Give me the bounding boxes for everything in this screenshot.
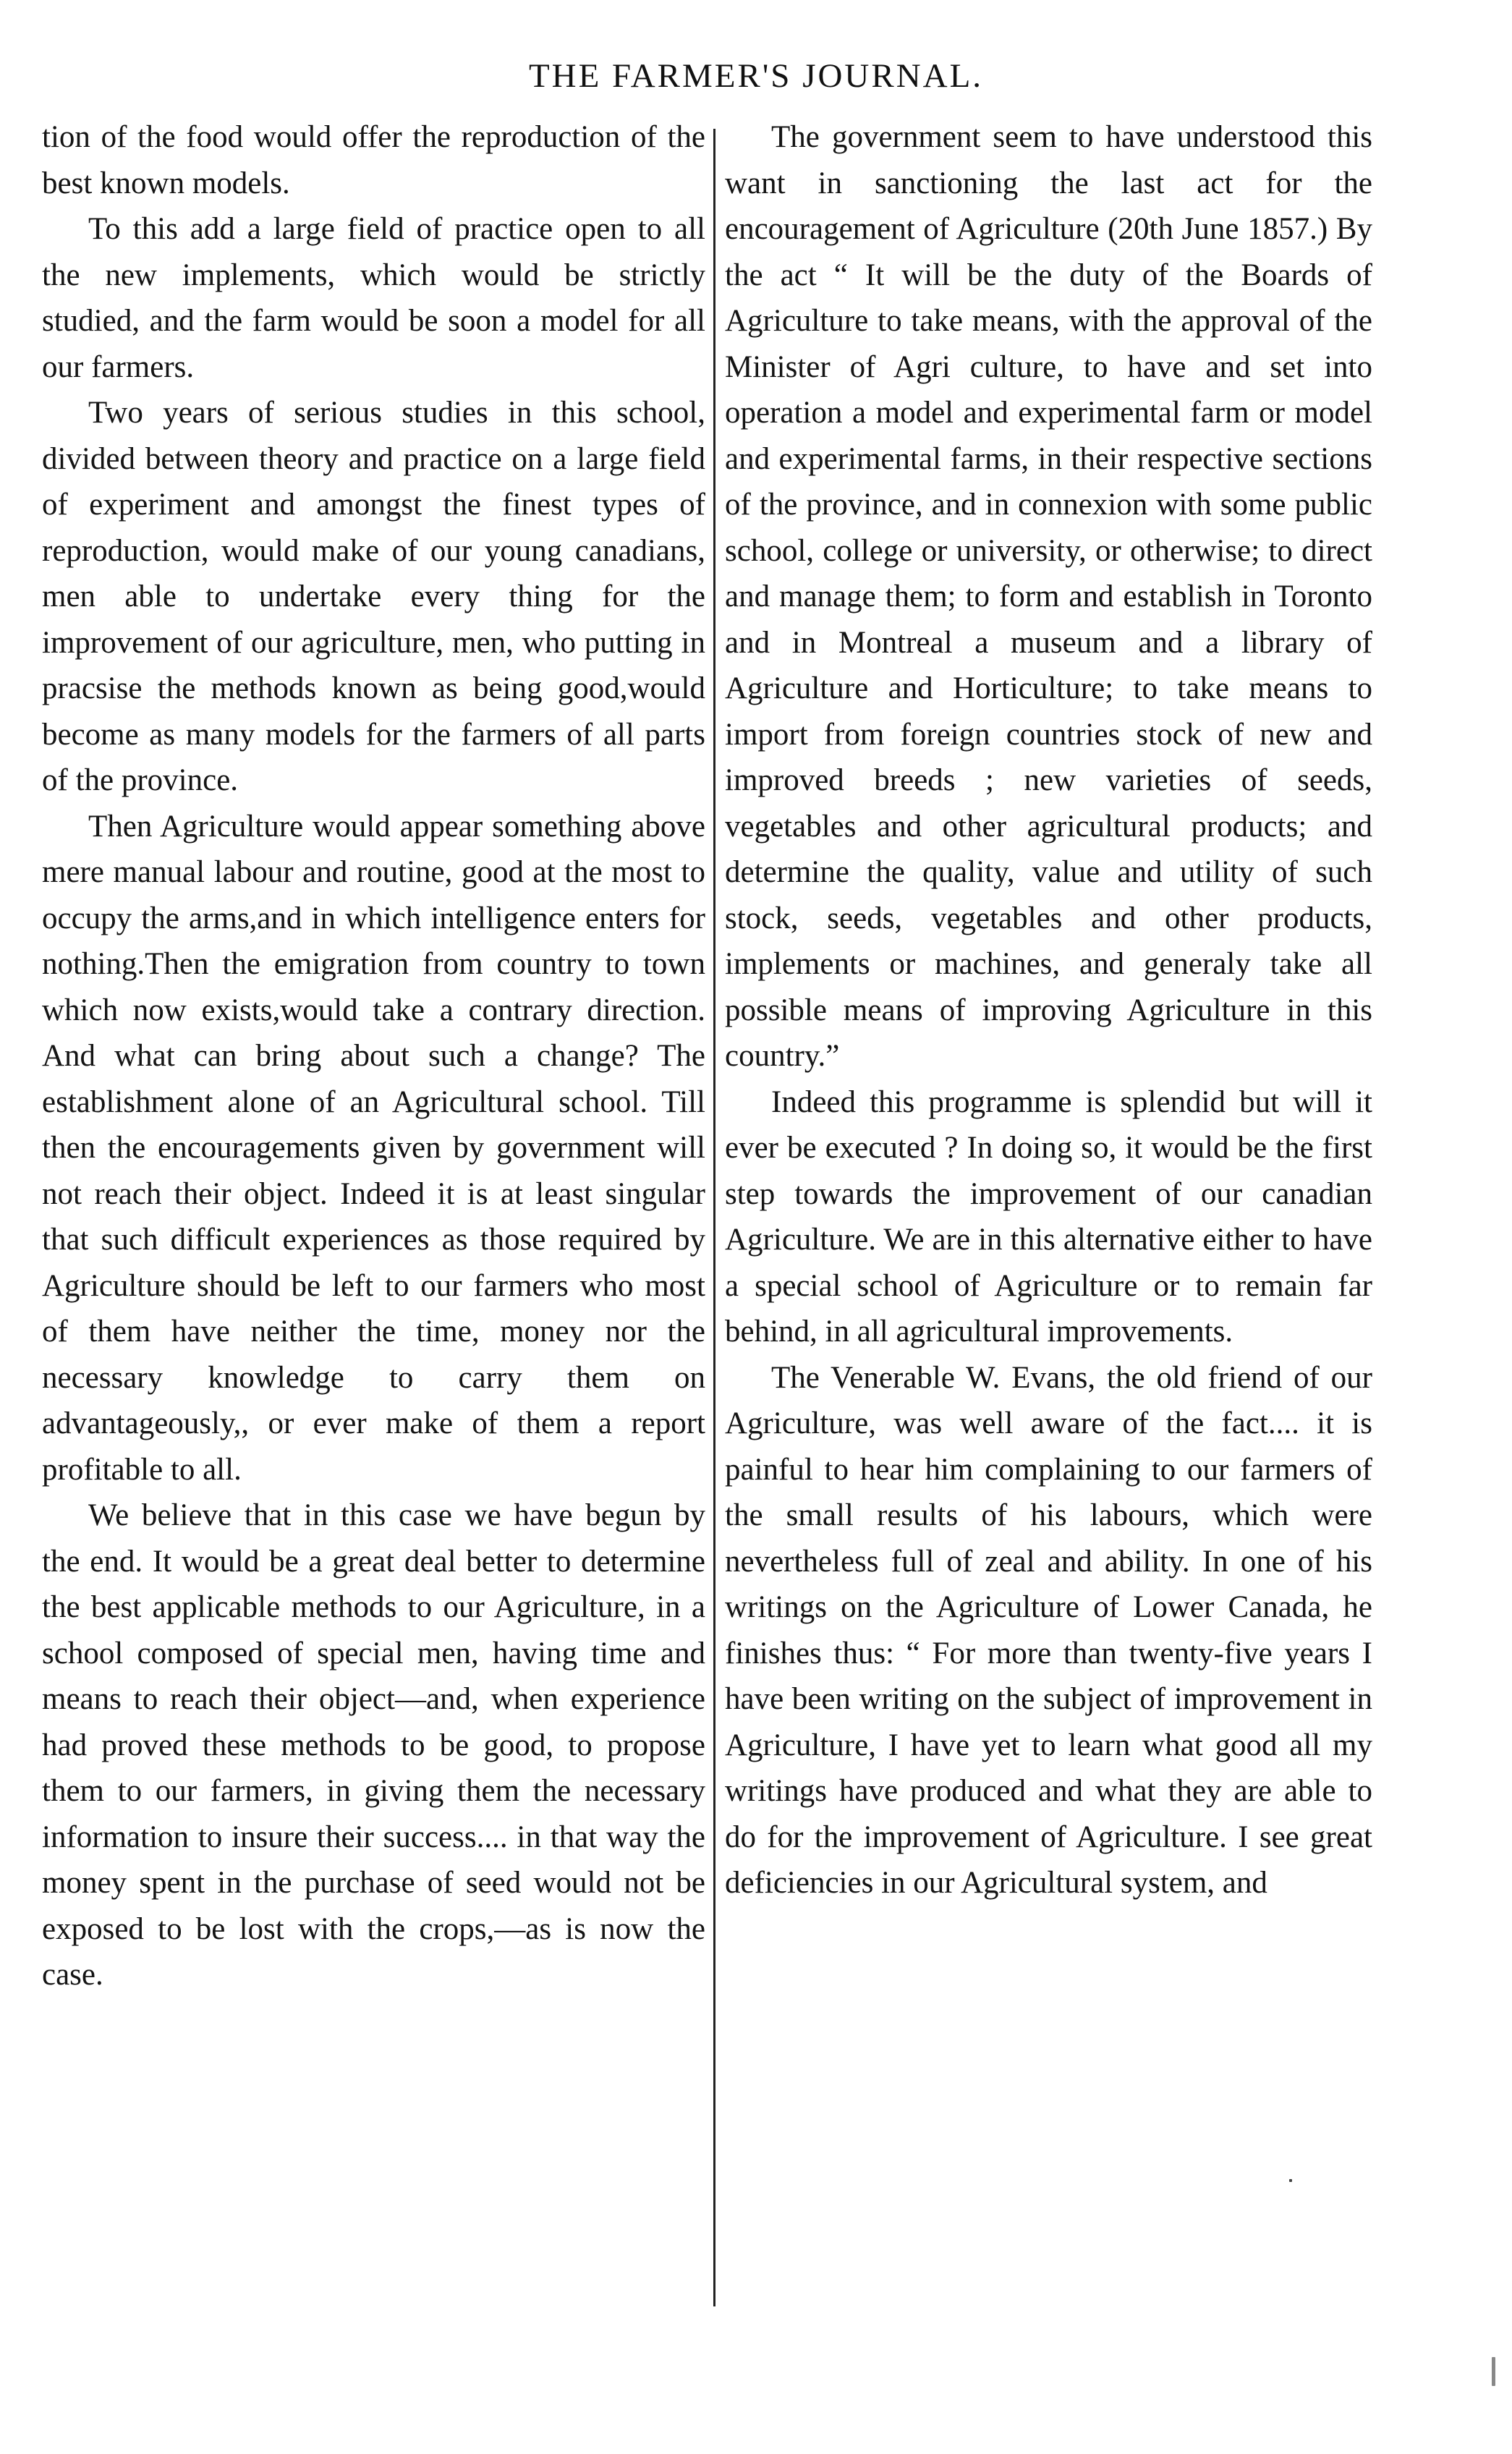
page-header: THE FARMER'S JOURNAL.: [528, 57, 984, 95]
print-speck: [1492, 2357, 1495, 2386]
left-paragraph-5: We believe that in this case we have begun by the end. It would be a great deal better to determine the best applicable methods to our Agriculture, in a school composed of special men, having time and means to reach their object—and, when experience had proved these methods to be good, to propose them to our farmers, in giving them the necessary information to insure their success.... in that way the money spent in the purchase of seed would not be exposed to be lost with the crops,—as is now the case.: [42, 1498, 705, 1992]
left-paragraph-4: Then Agriculture would appear something above mere manual labour and routine, good at the most to occupy the arms,and in which intelligence enters for nothing.Then the emigration from country to town which now exists,would take a contrary direction. And what can bring about such a change? The establishment alone of an Agricultural school. Till then the encouragements given by government will not reach their object. Indeed it is at least singular that such difficult experiences as those required by Agriculture should be left to our farmers who most of them have neither the time, money nor the necessary knowledge to carry them on advantageously,, or ever make of them a report profitable to all.: [42, 809, 705, 1487]
left-paragraph-2: To this add a large field of practice open to all the new implements, which would be strictly studied, and the farm would be soon a model for all our farmers.: [42, 212, 705, 384]
left-column: [42, 114, 705, 1998]
right-paragraph-3: The Venerable W. Evans, the old friend of our Agriculture, was well aware of the fact.... it is painful to hear him complaining to our farmers of the small results of his labours, which were nevertheless full of zeal and ability. In one of his writings on the Agriculture of Lower Canada, he finishes thus: “ For more than twenty-five years I have been writing on the subject of improvement in Agriculture, I have yet to learn what good all my writings have produced and what they are able to do for the improvement of Agriculture. I see great deficiencies in our Agricultural system, and: [725, 1360, 1372, 1900]
column-divider: [713, 129, 715, 2306]
print-speck: [1289, 2179, 1292, 2182]
left-paragraph-3: Two years of serious studies in this school, divided between theory and practice on a large field of experiment and amongst the finest types of reproduction, would make of our young canadians, men able to undertake every thing for the improvement of our agriculture, men, who putting in pracsise the methods known as being good,would become as many models for the farmers of all parts of the province.: [42, 396, 705, 797]
right-column: [725, 114, 1372, 1906]
left-paragraph-1: tion of the food would offer the reproduction of the best known models.: [42, 120, 705, 200]
right-paragraph-1: The government seem to have understood this want in sanctioning the last act for the encouragement of Agriculture (20th June 1857.) By the act “ It will be the duty of the Boards of Agriculture to take means, with the approval of the Minister of Agri culture, to have and set into operation a model and experimental farm or model and experimental farms, in their respective sections of the province, and in connexion with some public school, college or university, or otherwise; to direct and manage them; to form and establish in Toronto and in Montreal a museum and a library of Agriculture and Horticulture; to take means to import from foreign countries stock of new and improved breeds ; new varieties of seeds, vegetables and other agricultural products; and determine the quality, value and utility of such stock, seeds, vegetables and other products, implements or machines, and generaly take all possible means of improving Agriculture in this country.”: [725, 120, 1372, 1073]
right-paragraph-2: Indeed this programme is splendid but will it ever be executed ? In doing so, it would be the first step towards the improvement of our canadian Agriculture. We are in this alternative either to have a special school of Agriculture or to remain far behind, in all agricultural improvements.: [725, 1084, 1372, 1349]
